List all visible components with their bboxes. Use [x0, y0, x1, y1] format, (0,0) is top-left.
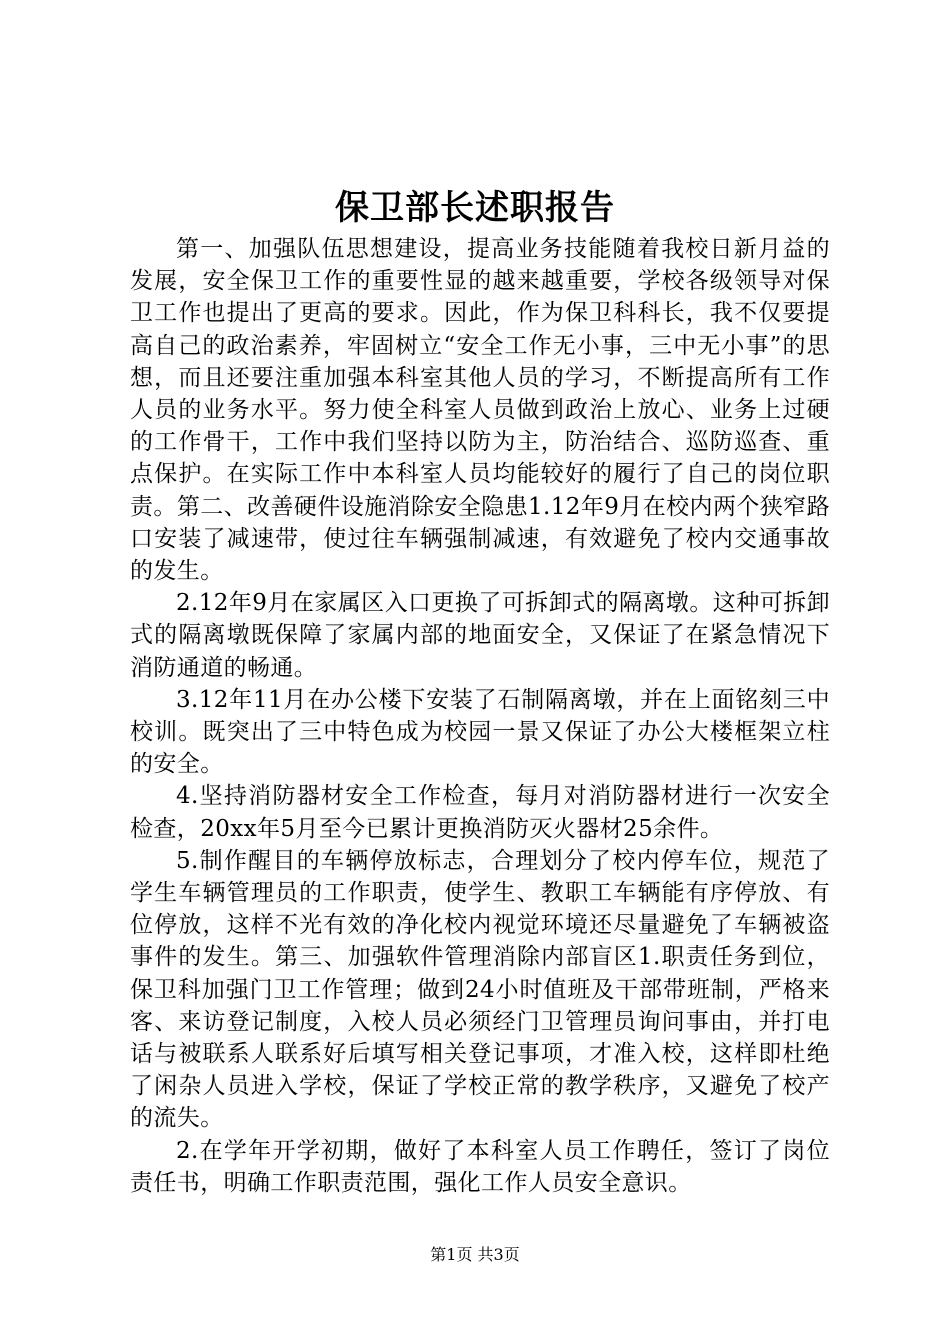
- paragraph-6: 2.在学年开学初期，做好了本科室人员工作聘任，签订了岗位责任书，明确工作职责范围，强化工作人员安全意识。: [130, 1137, 830, 1196]
- paragraph-3: 3.12年11月在办公楼下安装了石制隔离墩，并在上面铭刻三中校训。既突出了三中特色成为校园一景又保证了办公大楼框架立柱的安全。: [130, 686, 830, 778]
- paragraph-5: 5.制作醒目的车辆停放标志，合理划分了校内停车位，规范了学生车辆管理员的工作职责，使学生、教职工车辆能有序停放、有位停放，这样不光有效的净化校内视觉环境还尽量避免了车辆被盗事件的发生。第三、加强软件管理消除内部盲区1.职责任务到位，保卫科加强门卫工作管理；做到24小时值班及干部带班制，严格来客、来访登记制度，入校人员必须经门卫管理员询问事由，并打电话与被联系人联系好后填写相关登记事项，才准入校，这样即杜绝了闲杂人员进入学校，保证了学校正常的教学秩序，又避免了校产的流失。: [130, 847, 830, 1132]
- document-body: [130, 233, 830, 1199]
- paragraph-2: 2.12年9月在家属区入口更换了可拆卸式的隔离墩。这种可拆卸式的隔离墩既保障了家属内部的地面安全，又保证了在紧急情况下消防通道的畅通。: [130, 590, 830, 681]
- page-footer: 第1页 共3页: [430, 1245, 520, 1264]
- document-title: 保卫部长述职报告: [335, 188, 615, 228]
- paragraph-1: 第一、加强队伍思想建设，提高业务技能随着我校日新月益的发展，安全保卫工作的重要性显的越来越重要，学校各级领导对保卫工作也提出了更高的要求。因此，作为保卫科科长，我不仅要提高自己的政治素养，牢固树立“安全工作无小事，三中无小事”的思想，而且还要注重加强本科室其他人员的学习，不断提高所有工作人员的业务水平。努力使全科室人员做到政治上放心、业务上过硬的工作骨干，工作中我们坚持以防为主，防治结合、巡防巡查、重点保护。在实际工作中本科室人员均能较好的履行了自己的岗位职责。第二、改善硬件设施消除安全隐患1.12年9月在校内两个狭窄路口安装了减速带，使过往车辆强制减速，有效避免了校内交通事故的发生。: [130, 236, 830, 585]
- paragraph-4: 4.坚持消防器材安全工作检查，每月对消防器材进行一次安全检查，20xx年5月至今已累计更换消防灭火器材25余件。: [130, 783, 830, 842]
